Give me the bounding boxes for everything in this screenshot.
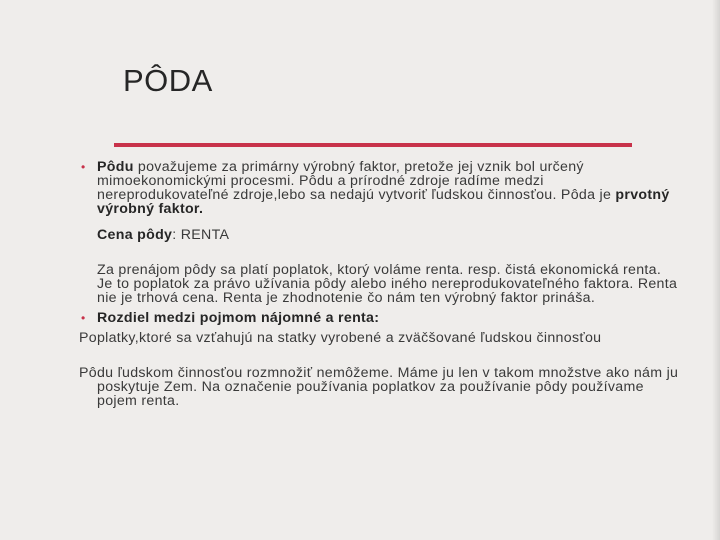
paragraph-text: považujeme za primárny výrobný faktor, pretože jej vznik bol určený mimoekonomickými procesmi. Pôdu a prírodné zdroje radíme medzi nereprodukovateľné zdroje,lebo sa nedajú vytvoriť ľudskou činnosťou. Pôda je [97,159,616,203]
term-prvotny-faktor: prvotný výrobný faktor. [97,187,670,217]
paragraph-prenajom: Za prenájom pôdy sa platí poplatok, ktorý voláme renta. resp. čistá ekonomická renta. Je to poplatok za právo užívania pôdy alebo iného nereprodukovateľného faktora. Renta nie je trhová cena. Renta je zhodnotenie čo nám ten výrobný faktor prináša. [97,262,678,306]
bullet-paragraph-poda [79,160,679,216]
paragraph-cena-pody [79,228,679,242]
bullet-icon: • [81,160,86,174]
term-podu: Pôdu [97,159,134,175]
slide-title: PÔDA [123,63,213,98]
heading-rozdiel: Rozdiel medzi pojmom nájomné a renta: [97,310,380,326]
term-cena-pody: Cena pôdy [97,227,173,243]
bullet-icon: • [81,311,86,325]
title-underline [114,143,632,147]
slide-body [79,160,679,408]
paragraph-text: : RENTA [172,227,230,243]
page-edge-shadow [712,0,720,540]
bullet-paragraph-rozdiel [79,311,679,325]
paragraph-podu-ludskou: Pôdu ľudskom činnosťou rozmnožiť nemôžeme. Máme ju len v takom množstve ako nám ju poskytuje Zem. Na označenie používania poplatkov za používanie pôdy používame pojem renta. [79,365,679,409]
paragraph-poplatky: Poplatky,ktoré sa vzťahujú na statky vyrobené a zväčšované ľudskou činnosťou [79,330,602,346]
